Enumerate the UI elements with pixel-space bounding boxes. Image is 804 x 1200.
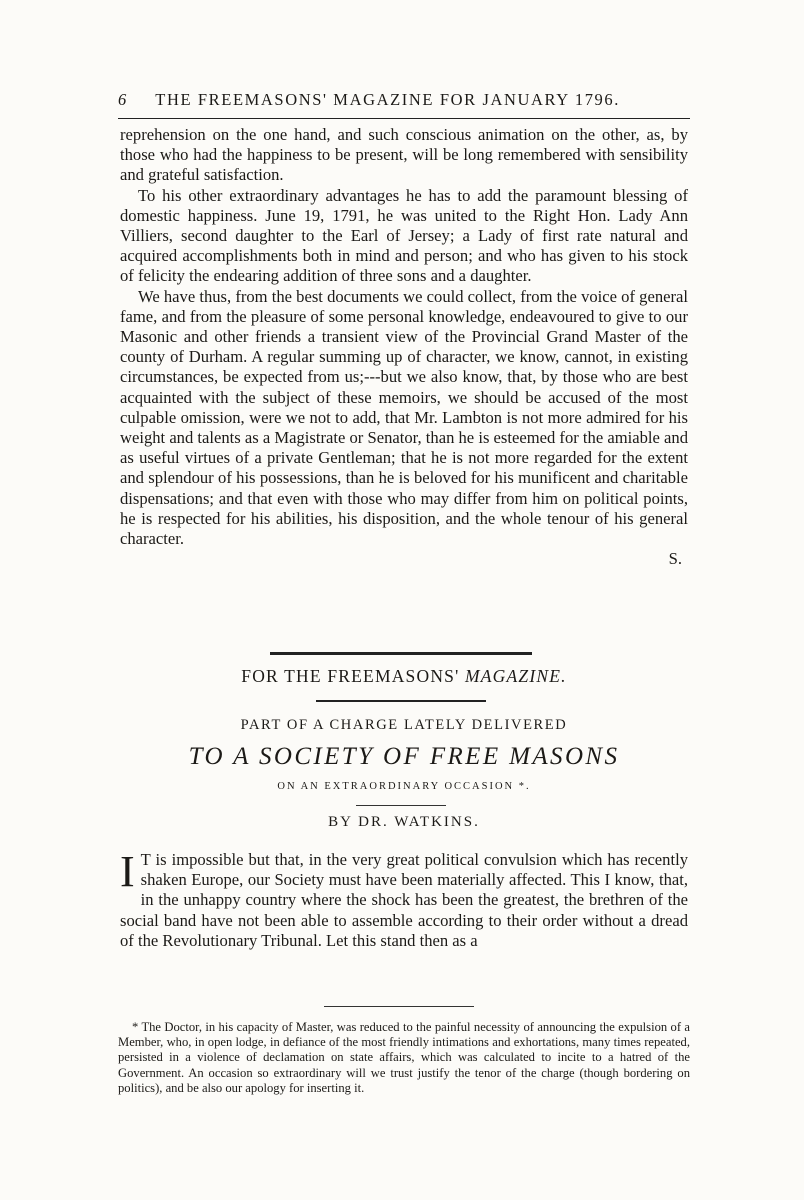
paragraph: T is impossible but that, in the very great political convulsion which has recently shaken Europe, our Society must have been materially affected. This I know, that, in the unhappy country where the shock has been the greatest, the brethren of the social band have not been able to assemble according to their order without a dread of the Revolutionary Tribunal. Let this stand then as a xyxy=(120,850,688,950)
paragraph: To his other extraordinary advantages he has to add the paramount blessing of domestic happiness. June 19, 1791, he was united to the Right Hon. Lady Ann Villiers, second daughter to the Earl of Jersey; a Lady of first rate natural and acquired accomplishments both in mind and person; and who has given to his stock of felicity the endearing addition of three sons and a daughter. xyxy=(120,185,688,286)
article-title-line3: ON AN EXTRAORDINARY OCCASION *. xyxy=(277,781,531,792)
source-heading: FOR THE FREEMASONS' MAGAZINE. xyxy=(241,666,567,686)
paragraph: We have thus, from the best documents we could collect, from the voice of general fame, and from the pleasure of some personal knowledge, endeavoured to give to our Masonic and other friends a transient view of the Provincial Grand Master of the county of Durham. A regular summing up of character, we know, cannot, in existing circumstances, be expected from us;---but we also know, that, by those who are best acquainted with the subject of these memoirs, we should be accused of the most culpable omission, were we not to add, that Mr. Lambton is not more admired for his weight and talents as a Magistrate or Senator, than he is esteemed for the amiable and as useful virtues of a private Gentleman; that he is not more regarded for the extent and splendour of his possessions, than he is beloved for his munificent and charitable dispensations; and that even with those who may differ from him on political points, he is respected for his abilities, his disposition, and the whole tenour of his general character. xyxy=(120,286,688,549)
page-number: 6 xyxy=(118,90,128,109)
article-charge-body xyxy=(120,847,688,951)
byline-divider xyxy=(356,805,446,806)
article-lambton-conclusion xyxy=(120,125,688,569)
header-rule xyxy=(118,118,690,119)
footnote-text: * The Doctor, in his capacity of Master, was reduced to the painful necessity of announcing the expulsion of a Member, who, in open lodge, in defiance of the most friendly intimations and exhortations, many times repeated, persisted in a violence of declamation on state affairs, which was calculated to incite to a hatred of the Government. An occasion so extraordinary will we trust justify the tenor of the charge (though bordering on politics), and be also our apology for inserting it. xyxy=(118,1020,690,1095)
footnote-divider xyxy=(324,1006,474,1007)
drop-cap: I xyxy=(120,847,135,896)
signature: S. xyxy=(668,549,682,569)
article-title-line2: TO A SOCIETY OF FREE MASONS xyxy=(188,743,620,770)
running-title: THE FREEMASONS' MAGAZINE FOR JANUARY 1796. xyxy=(155,90,620,109)
footnote xyxy=(118,1020,690,1096)
byline: BY DR. WATKINS. xyxy=(328,814,480,830)
section-divider xyxy=(270,652,532,655)
running-head xyxy=(118,90,678,110)
article-title-line1: PART OF A CHARGE LATELY DELIVERED xyxy=(240,717,568,733)
paragraph: reprehension on the one hand, and such conscious animation on the other, as, by those who had the happiness to be present, will be long remembered with sensibility and grateful satisfaction. xyxy=(120,125,688,185)
title-divider xyxy=(316,700,486,702)
